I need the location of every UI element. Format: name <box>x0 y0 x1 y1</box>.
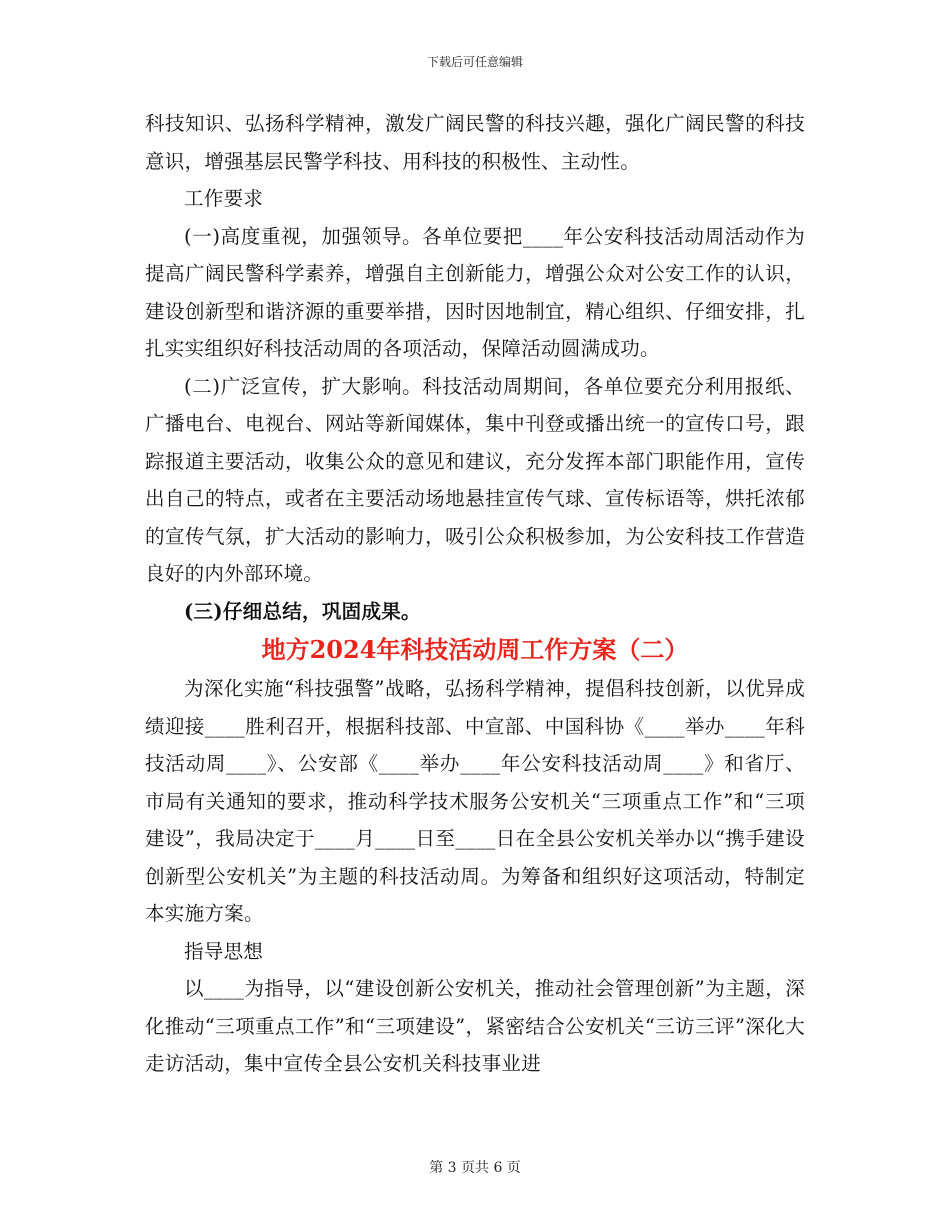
paragraph-intro: 为深化实施“科技强警”战略，弘扬科学精神，提倡科技创新，以优异成绩迎接____胜利召开，根据科技部、中宣部、中国科协《____举办____年科技活动周____》、公安部《____举办____年公安科技活动周____》和省厅、市局有关通知的要求，推动科学技术服务公安机关“三项重点工作”和“三项建设”，我局决定于____月____日至____日在全县公安机关举办以“携手建设创新型公安机关”为主题的科技活动周。为筹备和组织好这项活动，特制定本实施方案。 <box>145 677 805 925</box>
page-header: 下载后可任意编辑 <box>426 55 523 69</box>
document-body <box>145 105 805 1083</box>
document-title: 地方2024年科技活动周工作方案（二） <box>261 635 689 664</box>
section-heading-work-requirements: 工作要求 <box>184 187 264 210</box>
page-footer: 第 3 页共 6 页 <box>429 1160 521 1176</box>
paragraph-requirement-3: (三)仔细总结，巩固成果。 <box>184 599 421 623</box>
paragraph-guiding-ideology: 以____为指导，以“建设创新公安机关，推动社会管理创新”为主题，深化推动“三项重点工作”和“三项建设”，紧密结合公安机关“三访三评”深化大走访活动，集中宣传全县公安机关科技事业进 <box>145 977 805 1075</box>
paragraph-requirement-2: (二)广泛宣传，扩大影响。科技活动周期间，各单位要充分利用报纸、广播电台、电视台、网站等新闻媒体，集中刊登或播出统一的宣传口号，跟踪报道主要活动，收集公众的意见和建议，充分发挥本部门职能作用，宣传出自己的特点，或者在主要活动场地悬挂宣传气球、宣传标语等，烘托浓郁的宣传气氛，扩大活动的影响力，吸引公众积极参加，为公安科技工作营造良好的内外部环境。 <box>145 374 805 585</box>
paragraph-continuation: 科技知识、弘扬科学精神，激发广阔民警的科技兴趣，强化广阔民警的科技意识，增强基层民警学科技、用科技的积极性、主动性。 <box>145 112 805 173</box>
section-heading-guiding-ideology: 指导思想 <box>184 939 264 963</box>
paragraph-requirement-1: (一)高度重视，加强领导。各单位要把____年公安科技活动周活动作为提高广阔民警科学素养，增强自主创新能力，增强公众对公安工作的认识，建设创新型和谐济源的重要举措，因时因地制宜，精心组织、仔细安排，扎扎实实组织好科技活动周的各项活动，保障活动圆满成功。 <box>145 224 805 360</box>
